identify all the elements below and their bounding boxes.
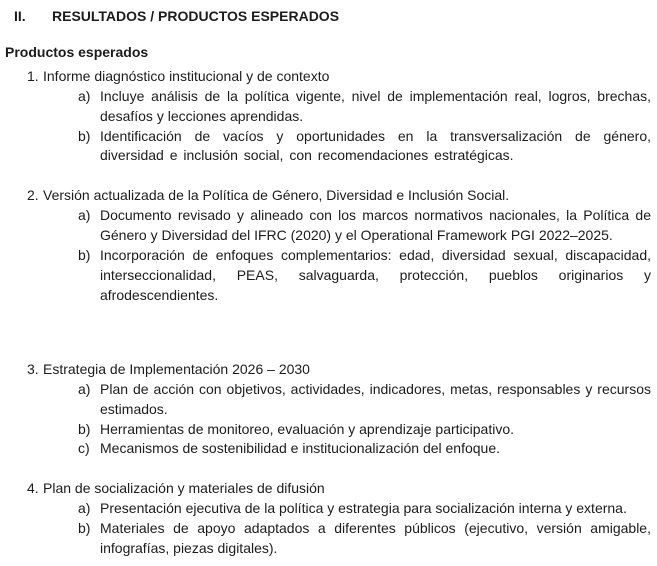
subitem-label: b) [78,420,91,437]
item-title: Versión actualizada de la Política de Género, Diversidad e Inclusión Social. [43,187,510,204]
subitem-label: c) [78,440,90,457]
subitem-text: Identificación de vacíos y oportunidades en la transversalización de género, diversidad e inclusión social, con recomendaciones estratégicas. [100,127,651,164]
item-number: 2. [27,187,39,204]
item-number: 4. [27,480,39,497]
subitem-text: Documento revisado y alineado con los marcos normativos nacionales, la Política de Género y Diversidad del IFRC (2020) y el Operational Framework PGI 2022–2025. [100,207,651,244]
section-heading [14,7,657,27]
subitem-label: a) [78,380,91,397]
subitem-label: b) [78,127,91,144]
subitem-text: Incorporación de enfoques complementarios: edad, diversidad sexual, discapacidad, interseccionalidad, PEAS, salvaguarda, protección, pueblos originarios y afrodescendientes. [100,247,651,303]
subitem-label: b) [78,247,91,264]
list-subitem [0,439,657,459]
subheading: Productos esperados [5,43,149,60]
subitem-text: Herramientas de monitoreo, evaluación y aprendizaje participativo. [100,420,514,437]
subitems [0,380,657,460]
subitems [0,499,657,559]
subitems [0,87,657,167]
item-number: 3. [27,360,39,377]
item-title: Plan de socialización y materiales de difusión [43,480,325,497]
list-item [0,67,657,167]
item-title: Estrategia de Implementación 2026 – 2030 [43,360,310,377]
item-title-row [0,360,657,380]
expected-products-list [0,67,657,559]
subitem-label: a) [78,207,91,224]
item-number: 1. [27,67,39,84]
section-numeral: II. [14,8,26,24]
list-item [0,186,657,305]
subitem-text: Plan de acción con objetivos, actividades, indicadores, metas, responsables y recursos estimados. [100,380,651,417]
section-title: RESULTADOS / PRODUCTOS ESPERADOS [52,8,340,24]
list-subitem [0,206,657,246]
list-subitem [0,499,657,519]
list-subitem [0,519,657,559]
item-title: Informe diagnóstico institucional y de contexto [43,67,330,84]
subitems [0,206,657,306]
subitem-label: a) [78,87,91,104]
subitem-text: Materiales de apoyo adaptados a diferentes públicos (ejecutivo, versión amigable, infografías, piezas digitales). [100,520,651,557]
item-title-row [0,479,657,499]
list-subitem [0,380,657,420]
list-item [0,360,657,460]
item-title-row [0,67,657,87]
list-subitem [0,246,657,306]
document-page [0,7,657,559]
list-subitem [0,87,657,127]
subitem-text: Incluye análisis de la política vigente, nivel de implementación real, logros, brechas, desafíos y lecciones aprendidas. [100,87,651,124]
subitem-label: a) [78,500,91,517]
subitem-text: Mecanismos de sostenibilidad e institucionalización del enfoque. [100,440,501,457]
subitem-label: b) [78,520,91,537]
subitem-text: Presentación ejecutiva de la política y estrategia para socialización interna y externa. [100,500,627,517]
list-subitem [0,420,657,440]
item-title-row [0,186,657,206]
list-item [0,479,657,559]
list-subitem [0,127,657,167]
